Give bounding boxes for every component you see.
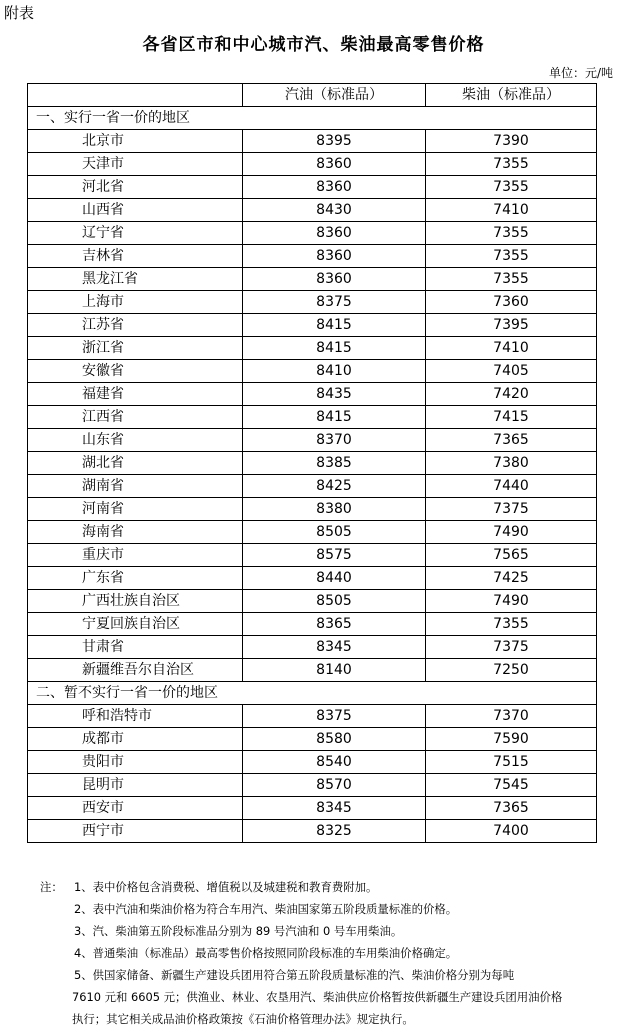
- region-name: 广西壮族自治区: [28, 590, 243, 613]
- header-region: [28, 84, 243, 107]
- region-name: 昆明市: [28, 774, 243, 797]
- table-row: [28, 475, 597, 498]
- diesel-price: 7545: [426, 774, 597, 797]
- diesel-price: 7565: [426, 544, 597, 567]
- region-name: 浙江省: [28, 337, 243, 360]
- diesel-price: 7370: [426, 705, 597, 728]
- note-text: 1、表中价格包含消费税、增值税以及城建税和教育费附加。: [74, 880, 378, 894]
- region-name: 河南省: [28, 498, 243, 521]
- header-row: [28, 84, 597, 107]
- region-name: 江苏省: [28, 314, 243, 337]
- table-row: [28, 774, 597, 797]
- gasoline-price: 8505: [243, 521, 426, 544]
- note-item: [40, 876, 610, 898]
- gasoline-price: 8430: [243, 199, 426, 222]
- diesel-price: 7365: [426, 429, 597, 452]
- table-row: [28, 613, 597, 636]
- region-name: 山东省: [28, 429, 243, 452]
- table-row: [28, 728, 597, 751]
- region-name: 新疆维吾尔自治区: [28, 659, 243, 682]
- region-name: 福建省: [28, 383, 243, 406]
- gasoline-price: 8425: [243, 475, 426, 498]
- section-2-title: 二、暂不实行一省一价的地区: [28, 682, 597, 705]
- note-text: 4、普通柴油（标准品）最高零售价格按照同阶段标准的车用柴油价格确定。: [74, 946, 458, 960]
- region-name: 成都市: [28, 728, 243, 751]
- region-name: 湖北省: [28, 452, 243, 475]
- gasoline-price: 8575: [243, 544, 426, 567]
- header-gasoline: 汽油（标准品）: [243, 84, 426, 107]
- diesel-price: 7490: [426, 521, 597, 544]
- gasoline-price: 8360: [243, 222, 426, 245]
- notes-lead: 注：: [40, 880, 63, 894]
- table-row: [28, 544, 597, 567]
- table-row: [28, 245, 597, 268]
- gasoline-price: 8415: [243, 406, 426, 429]
- diesel-price: 7425: [426, 567, 597, 590]
- note-text: 3、汽、柴油第五阶段标准品分别为 89 号汽油和 0 号车用柴油。: [74, 924, 403, 938]
- table-row: [28, 590, 597, 613]
- region-name: 江西省: [28, 406, 243, 429]
- note-item: [40, 964, 610, 986]
- gasoline-price: 8345: [243, 636, 426, 659]
- gasoline-price: 8360: [243, 153, 426, 176]
- section-row: [28, 682, 597, 705]
- diesel-price: 7250: [426, 659, 597, 682]
- unit-label: 单位：元/吨: [548, 66, 613, 80]
- note-item: [40, 898, 610, 920]
- region-name: 重庆市: [28, 544, 243, 567]
- region-name: 呼和浩特市: [28, 705, 243, 728]
- diesel-price: 7490: [426, 590, 597, 613]
- note-continuation: 执行；其它相关成品油价格政策按《石油价格管理办法》规定执行。: [72, 1012, 414, 1026]
- page-title: 各省区市和中心城市汽、柴油最高零售价格: [142, 35, 485, 55]
- table-row: [28, 291, 597, 314]
- region-name: 天津市: [28, 153, 243, 176]
- gasoline-price: 8360: [243, 176, 426, 199]
- diesel-price: 7380: [426, 452, 597, 475]
- table-row: [28, 820, 597, 843]
- gasoline-price: 8325: [243, 820, 426, 843]
- note-text: 2、表中汽油和柴油价格为符合车用汽、柴油国家第五阶段质量标准的价格。: [74, 902, 458, 916]
- gasoline-price: 8435: [243, 383, 426, 406]
- region-name: 辽宁省: [28, 222, 243, 245]
- region-name: 北京市: [28, 130, 243, 153]
- gasoline-price: 8360: [243, 245, 426, 268]
- gasoline-price: 8540: [243, 751, 426, 774]
- diesel-price: 7360: [426, 291, 597, 314]
- region-name: 甘肃省: [28, 636, 243, 659]
- section-1-title: 一、实行一省一价的地区: [28, 107, 597, 130]
- table-row: [28, 383, 597, 406]
- diesel-price: 7355: [426, 176, 597, 199]
- price-table: [27, 83, 597, 843]
- diesel-price: 7410: [426, 337, 597, 360]
- gasoline-price: 8140: [243, 659, 426, 682]
- diesel-price: 7420: [426, 383, 597, 406]
- gasoline-price: 8415: [243, 337, 426, 360]
- gasoline-price: 8440: [243, 567, 426, 590]
- region-name: 海南省: [28, 521, 243, 544]
- diesel-price: 7355: [426, 222, 597, 245]
- diesel-price: 7415: [426, 406, 597, 429]
- table-row: [28, 176, 597, 199]
- diesel-price: 7390: [426, 130, 597, 153]
- table-row: [28, 222, 597, 245]
- diesel-price: 7355: [426, 613, 597, 636]
- table-row: [28, 406, 597, 429]
- table-row: [28, 268, 597, 291]
- region-name: 黑龙江省: [28, 268, 243, 291]
- gasoline-price: 8345: [243, 797, 426, 820]
- table-row: [28, 567, 597, 590]
- table-row: [28, 498, 597, 521]
- gasoline-price: 8380: [243, 498, 426, 521]
- diesel-price: 7355: [426, 153, 597, 176]
- region-name: 河北省: [28, 176, 243, 199]
- diesel-price: 7365: [426, 797, 597, 820]
- section-row: [28, 107, 597, 130]
- gasoline-price: 8385: [243, 452, 426, 475]
- gasoline-price: 8505: [243, 590, 426, 613]
- note-item: [40, 920, 610, 942]
- gasoline-price: 8375: [243, 705, 426, 728]
- table-row: [28, 797, 597, 820]
- region-name: 广东省: [28, 567, 243, 590]
- gasoline-price: 8360: [243, 268, 426, 291]
- diesel-price: 7590: [426, 728, 597, 751]
- diesel-price: 7395: [426, 314, 597, 337]
- table-row: [28, 199, 597, 222]
- diesel-price: 7375: [426, 636, 597, 659]
- appendix-label: 附表: [4, 4, 35, 22]
- diesel-price: 7355: [426, 245, 597, 268]
- gasoline-price: 8580: [243, 728, 426, 751]
- note-continuation: 7610 元和 6605 元；供渔业、林业、农垦用汽、柴油供应价格暂按供新疆生产建设兵团用油价格: [72, 990, 563, 1004]
- diesel-price: 7515: [426, 751, 597, 774]
- table-row: [28, 130, 597, 153]
- region-name: 上海市: [28, 291, 243, 314]
- table-row: [28, 429, 597, 452]
- table-row: [28, 337, 597, 360]
- region-name: 湖南省: [28, 475, 243, 498]
- diesel-price: 7405: [426, 360, 597, 383]
- gasoline-price: 8375: [243, 291, 426, 314]
- diesel-price: 7410: [426, 199, 597, 222]
- table-row: [28, 705, 597, 728]
- region-name: 山西省: [28, 199, 243, 222]
- table-row: [28, 751, 597, 774]
- table-row: [28, 636, 597, 659]
- region-name: 西宁市: [28, 820, 243, 843]
- region-name: 吉林省: [28, 245, 243, 268]
- gasoline-price: 8395: [243, 130, 426, 153]
- table-row: [28, 659, 597, 682]
- region-name: 宁夏回族自治区: [28, 613, 243, 636]
- gasoline-price: 8410: [243, 360, 426, 383]
- table-row: [28, 153, 597, 176]
- diesel-price: 7355: [426, 268, 597, 291]
- gasoline-price: 8365: [243, 613, 426, 636]
- gasoline-price: 8570: [243, 774, 426, 797]
- notes: [40, 876, 610, 1030]
- note-item: [40, 942, 610, 964]
- gasoline-price: 8370: [243, 429, 426, 452]
- region-name: 西安市: [28, 797, 243, 820]
- diesel-price: 7375: [426, 498, 597, 521]
- table-row: [28, 452, 597, 475]
- diesel-price: 7400: [426, 820, 597, 843]
- region-name: 安徽省: [28, 360, 243, 383]
- table-row: [28, 521, 597, 544]
- table-row: [28, 314, 597, 337]
- table-row: [28, 360, 597, 383]
- header-diesel: 柴油（标准品）: [426, 84, 597, 107]
- region-name: 贵阳市: [28, 751, 243, 774]
- note-text: 5、供国家储备、新疆生产建设兵团用符合第五阶段质量标准的汽、柴油价格分别为每吨: [74, 968, 515, 982]
- gasoline-price: 8415: [243, 314, 426, 337]
- diesel-price: 7440: [426, 475, 597, 498]
